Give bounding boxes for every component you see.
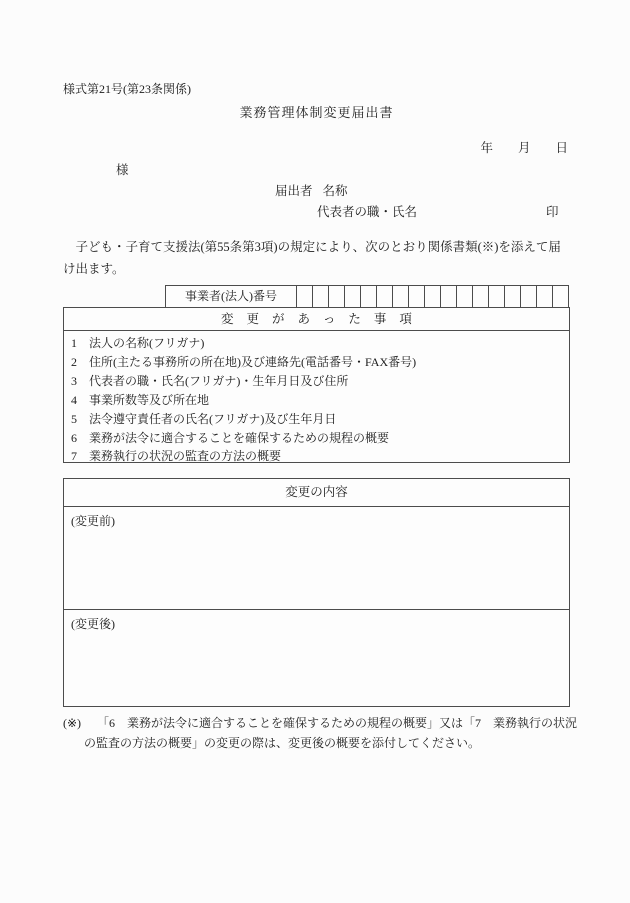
business-number-cell[interactable] (376, 285, 393, 308)
changed-item-number: 3 (71, 373, 77, 388)
changed-item-number: 1 (71, 336, 77, 350)
footnote-line1-text: 「6 業務が法令に適合することを確保するための規程の概要」又は「7 業務執行の状況 (97, 716, 578, 730)
changed-item-number: 2 (71, 354, 77, 369)
intro-paragraph: 子ども・子育て支援法(第55条第3項)の規定により、次のとおり関係書類(※)を添えて届け出ます。 (63, 240, 561, 276)
business-number-cells (297, 285, 569, 308)
business-number-table (165, 285, 569, 308)
change-content-table (63, 478, 570, 707)
changed-item (71, 334, 565, 353)
changed-item-text: 業務執行の状況の監査の方法の概要 (89, 449, 282, 464)
date-line (0, 138, 568, 156)
business-number-cell[interactable] (296, 285, 313, 308)
business-number-cell[interactable] (328, 285, 345, 308)
business-number-cell[interactable] (440, 285, 457, 308)
changed-item-text: 法令遵守責任者の氏名(フリガナ)及び生年月日 (89, 411, 337, 426)
business-number-cell[interactable] (392, 285, 409, 308)
change-after-label: (変更後) (71, 617, 115, 631)
changed-item (71, 447, 565, 466)
changed-item-number: 5 (71, 411, 77, 426)
submitter-name-label: 名称 (322, 184, 348, 198)
changed-item-text: 法人の名称(フリガナ) (89, 336, 205, 350)
changed-item-text: 事業所数等及び所在地 (89, 392, 210, 407)
footnote-line2: の監査の方法の概要」の変更の際は、変更後の概要を添付してください。 (84, 736, 481, 750)
date-day-label: 日 (555, 141, 568, 155)
addressee-sama-label: 様 (116, 163, 129, 177)
footnote-line1 (63, 713, 577, 733)
business-number-cell[interactable] (520, 285, 537, 308)
changed-item-text: 業務が法令に適合することを確保するための規程の概要 (89, 430, 390, 445)
representative-label: 代表者の職・氏名 (317, 205, 418, 219)
business-number-cell[interactable] (552, 285, 569, 308)
business-number-cell[interactable] (504, 285, 521, 308)
changed-item-text: 代表者の職・氏名(フリガナ)・生年月日及び住所 (89, 373, 349, 388)
changed-item-text: 住所(主たる事務所の所在地)及び連絡先(電話番号・FAX番号) (89, 354, 417, 369)
changed-item (71, 353, 565, 372)
change-after-cell[interactable] (64, 610, 569, 706)
footnote-marker: (※) (63, 716, 82, 730)
changed-item-number: 7 (71, 449, 77, 464)
submitter-label: 届出者 (275, 184, 313, 198)
date-month-label: 月 (517, 141, 531, 155)
changed-item-number: 4 (71, 392, 77, 407)
changed-item (71, 372, 565, 391)
date-year-label: 年 (480, 141, 493, 155)
seal-label: 印 (546, 205, 559, 219)
changed-item (71, 429, 565, 448)
business-number-cell[interactable] (536, 285, 553, 308)
business-number-cell[interactable] (424, 285, 441, 308)
change-before-cell[interactable] (64, 507, 569, 610)
business-number-cell[interactable] (456, 285, 473, 308)
business-number-label: 事業者(法人)番号 (165, 285, 297, 308)
form-number-label: 様式第21号(第23条関係) (63, 82, 191, 96)
business-number-cell[interactable] (408, 285, 425, 308)
business-number-cell[interactable] (312, 285, 329, 308)
changed-items-header: 変更があった事項 (63, 307, 570, 331)
changed-item-number: 6 (71, 430, 77, 445)
changed-item (71, 391, 565, 410)
submitter-line (275, 181, 348, 199)
changed-item (71, 410, 565, 429)
business-number-cell[interactable] (472, 285, 489, 308)
business-number-cell[interactable] (360, 285, 377, 308)
business-number-cell[interactable] (488, 285, 505, 308)
change-before-label: (変更前) (71, 514, 115, 528)
document-title: 業務管理体制変更届出書 (239, 105, 394, 120)
changed-items-list (63, 330, 570, 463)
business-number-cell[interactable] (344, 285, 361, 308)
change-content-header: 変更の内容 (64, 479, 569, 507)
